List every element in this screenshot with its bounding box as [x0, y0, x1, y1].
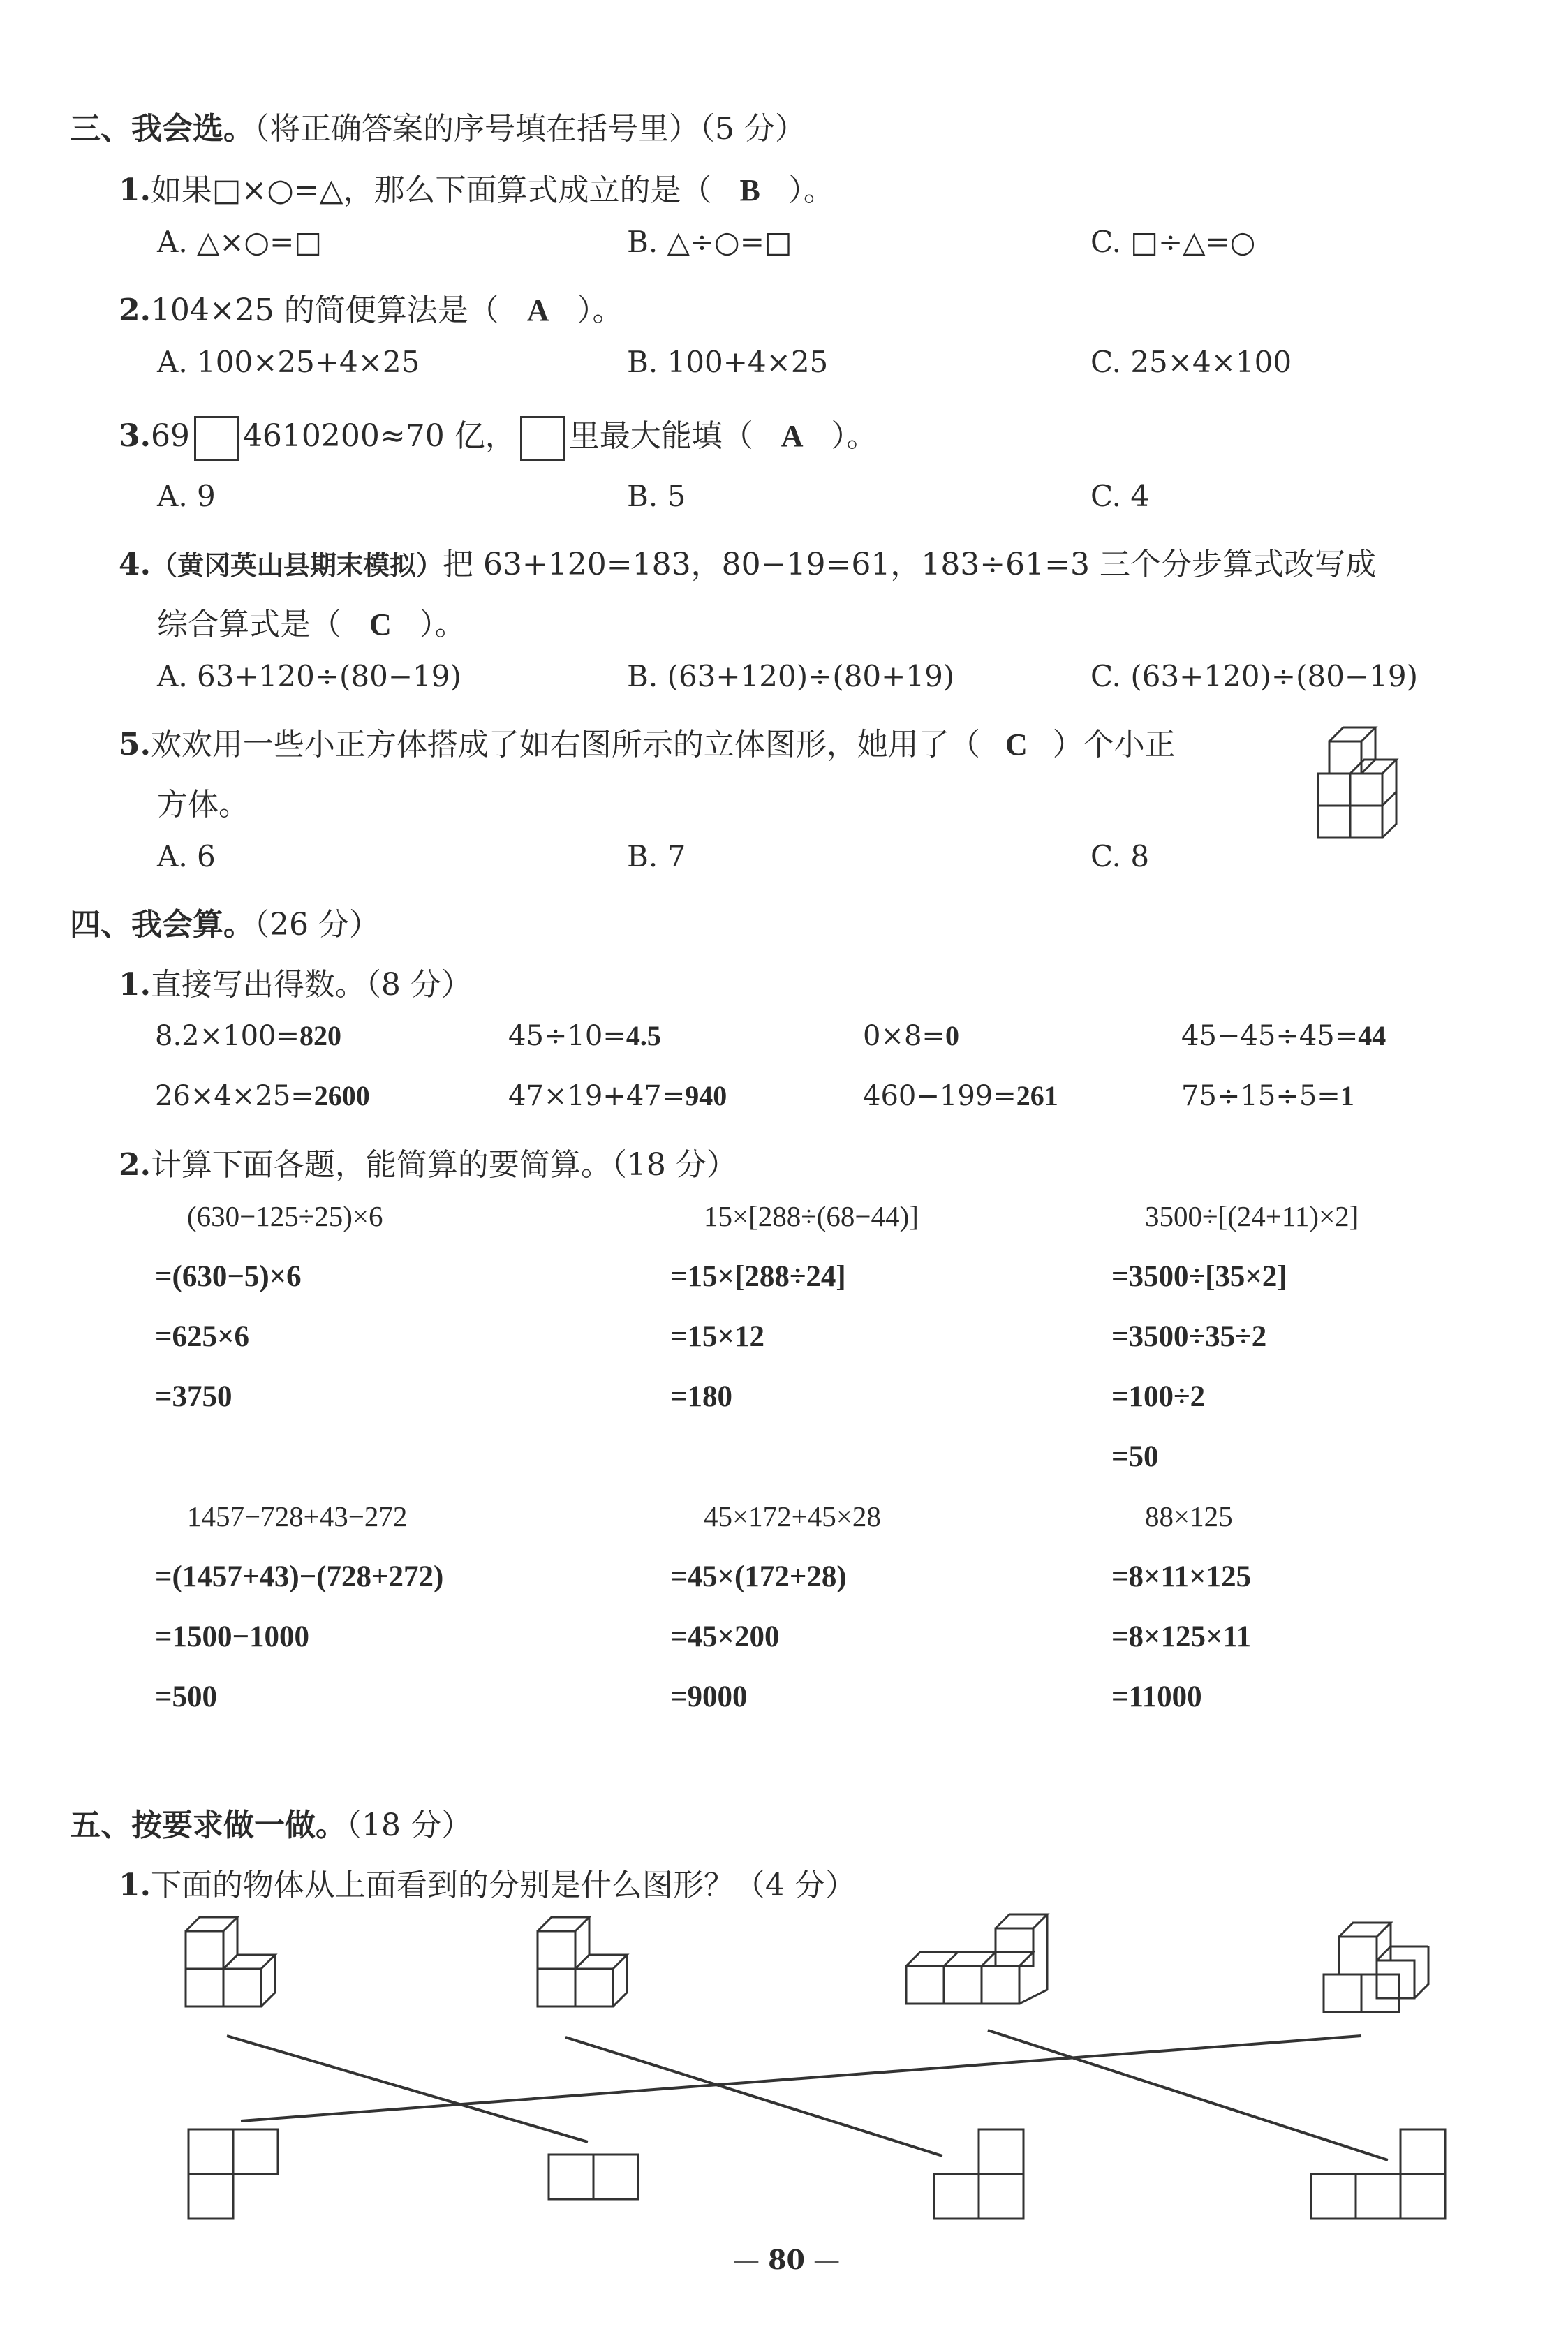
question-number: 1.: [119, 172, 151, 208]
question-number: 1.: [119, 967, 151, 1003]
expr: 0×8=: [863, 1020, 945, 1052]
section-4-q2: [119, 1139, 737, 1184]
question-end: ）。: [419, 607, 466, 642]
solution-step: =8×125×11: [1111, 1620, 1252, 1653]
option-b: B. 7: [627, 839, 686, 873]
question-text-2: 综合算式是（: [157, 607, 341, 642]
answer: C: [369, 607, 392, 642]
solution-step: =9000: [670, 1680, 748, 1713]
option-a: A. 63+120÷(80−19): [157, 659, 461, 693]
solution-step: =15×[288÷24]: [670, 1260, 846, 1293]
question-4-line2: [157, 599, 466, 644]
question-4: [119, 539, 1376, 584]
question-end: ）。: [831, 418, 878, 454]
question-number: 5.: [119, 727, 151, 762]
section-5-note: （18 分）: [346, 1808, 472, 1843]
problem-expr: 1457−728+43−272: [187, 1500, 408, 1532]
question-2: [119, 285, 623, 330]
question-text: 把 63+120=183，80−19=61，183÷61=3 三个分步算式改写成: [442, 547, 1377, 582]
option-c: C. □÷△=○: [1090, 225, 1256, 259]
question-1: [119, 165, 834, 209]
expr: 460−199=: [863, 1080, 1016, 1112]
solution-step: =8×11×125: [1111, 1560, 1252, 1593]
object-4-icon: [1324, 1923, 1428, 2012]
problem-expr: 15×[288÷(68−44)]: [704, 1200, 919, 1232]
option-a: A. 9: [157, 479, 216, 513]
solution-step: =625×6: [155, 1320, 250, 1353]
result: 4.5: [626, 1020, 661, 1051]
option-b: B. (63+120)÷(80+19): [627, 659, 955, 693]
solution-step: =(630−5)×6: [155, 1260, 302, 1293]
match-line: [241, 2036, 1361, 2121]
option-a: A. 100×25+4×25: [157, 345, 420, 379]
option-a: A. 6: [157, 839, 216, 873]
object-1-icon: [186, 1917, 275, 2007]
question-end: ）个小正: [1052, 727, 1176, 762]
problem-expr: 45×172+45×28: [704, 1500, 881, 1532]
section-4-title: [70, 899, 380, 944]
question-end: ）。: [787, 172, 834, 208]
mental-item: [508, 1019, 661, 1052]
section-4-note: （26 分）: [254, 907, 380, 943]
section-3-title: [70, 103, 806, 148]
expr: 45÷10=: [508, 1020, 626, 1052]
solution-step: =11000: [1111, 1680, 1202, 1713]
question-text: 欢欢用一些小正方体搭成了如右图所示的立体图形，她用了（: [150, 727, 980, 762]
option-c: C. 25×4×100: [1090, 345, 1292, 379]
question-text: 104×25 的简便算法是（: [150, 293, 499, 328]
question-5-line2: 方体。: [157, 787, 249, 822]
question-5: [119, 719, 1176, 764]
result: 0: [945, 1020, 959, 1051]
expr: 75÷15÷5=: [1181, 1080, 1340, 1112]
section-5-heading: 五、按要求做一做。: [70, 1808, 346, 1843]
question-text-a: 69: [150, 418, 190, 454]
solution-step: =50: [1111, 1440, 1159, 1473]
solution-step: =45×(172+28): [670, 1560, 847, 1593]
mental-item: [508, 1079, 727, 1112]
question-text: 直接写出得数。（8 分）: [150, 967, 472, 1003]
section-3-note: （将正确答案的序号填在括号里）（5 分）: [254, 111, 806, 147]
solution-step: =(1457+43)−(728+272): [155, 1560, 444, 1593]
result: 44: [1358, 1020, 1386, 1051]
mental-item: [863, 1079, 1058, 1112]
section-5-q1: [119, 1860, 856, 1905]
object-3-icon: [906, 1914, 1047, 2004]
top-view-2-icon: [549, 2155, 638, 2199]
top-view-3-icon: [934, 2129, 1023, 2219]
question-end: ）。: [577, 293, 623, 328]
option-b: B. 100+4×25: [627, 345, 829, 379]
section-5-title: [70, 1800, 472, 1845]
problem-expr: (630−125÷25)×6: [187, 1200, 383, 1232]
answer: B: [739, 173, 760, 207]
question-text-b: 4610200≈70 亿，: [242, 418, 516, 454]
option-c: C. 4: [1090, 479, 1150, 513]
solution-step: =1500−1000: [155, 1620, 310, 1653]
answer: A: [781, 419, 804, 453]
page-number-value: 80: [768, 2244, 805, 2275]
result: 820: [299, 1020, 341, 1051]
solution-step: =45×200: [670, 1620, 780, 1653]
result: 1: [1340, 1080, 1354, 1111]
match-line: [565, 2037, 942, 2156]
solution-step: =3750: [155, 1380, 232, 1413]
option-c: C. (63+120)÷(80−19): [1090, 659, 1418, 693]
result: 940: [685, 1080, 727, 1111]
answer: A: [526, 293, 549, 327]
page-number: — 80 —: [733, 2244, 841, 2275]
match-line: [227, 2036, 588, 2142]
section-4-heading: 四、我会算。: [70, 907, 254, 943]
result: 2600: [313, 1080, 370, 1111]
matching-figure: [0, 1899, 1568, 2234]
solution-step: =3500÷35÷2: [1111, 1320, 1267, 1353]
mental-item: [863, 1019, 959, 1052]
question-number: 4.: [119, 547, 151, 582]
question-number: 3.: [119, 418, 151, 454]
section-3-heading: 三、我会选。: [70, 111, 254, 147]
section-4-q1: [119, 959, 472, 1004]
expr: 8.2×100=: [155, 1020, 299, 1052]
expr: 45−45÷45=: [1181, 1020, 1359, 1052]
mental-item: [1181, 1019, 1386, 1052]
result: 261: [1016, 1080, 1058, 1111]
answer: C: [1005, 727, 1028, 762]
problem-expr: 88×125: [1145, 1500, 1233, 1532]
question-text: 计算下面各题，能简算的要简算。（18 分）: [150, 1147, 737, 1183]
object-2-icon: [538, 1917, 627, 2007]
solution-step: =500: [155, 1680, 218, 1713]
expr: 26×4×25=: [155, 1080, 314, 1112]
question-3: [119, 411, 878, 461]
question-text: 下面的物体从上面看到的分别是什么图形？（4 分）: [150, 1868, 856, 1903]
solution-step: =100÷2: [1111, 1380, 1206, 1413]
mental-item: [155, 1079, 370, 1112]
mental-item: [155, 1019, 341, 1052]
blank-box: [194, 416, 239, 461]
question-number: 2.: [119, 293, 151, 328]
option-a: A. △×○=□: [157, 225, 323, 259]
solution-step: =180: [670, 1380, 733, 1413]
solution-step: =3500÷[35×2]: [1111, 1260, 1287, 1293]
option-c: C. 8: [1090, 839, 1150, 873]
cube-stack-figure: [1312, 718, 1424, 857]
option-b: B. 5: [627, 479, 686, 513]
question-text: 如果□×○=△，那么下面算式成立的是（: [150, 172, 712, 208]
question-text-c: 里最大能填（: [568, 418, 753, 454]
source-tag: （黄冈英山县期末模拟）: [150, 549, 443, 581]
solution-step: =15×12: [670, 1320, 765, 1353]
expr: 47×19+47=: [508, 1080, 686, 1112]
problem-expr: 3500÷[(24+11)×2]: [1145, 1200, 1359, 1232]
question-number: 2.: [119, 1147, 151, 1183]
top-view-1-icon: [188, 2129, 278, 2219]
blank-box: [520, 416, 565, 461]
question-number: 1.: [119, 1868, 151, 1903]
mental-item: [1181, 1079, 1354, 1112]
option-b: B. △÷○=□: [627, 225, 792, 259]
